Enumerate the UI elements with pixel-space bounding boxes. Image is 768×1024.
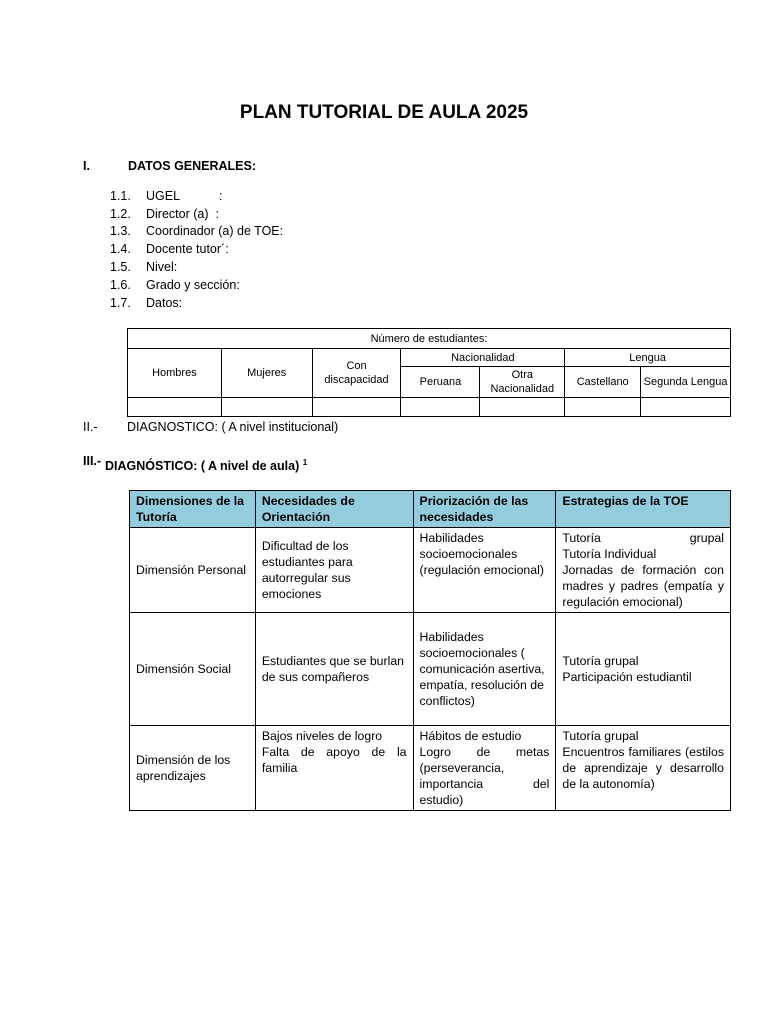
- list-item-label: Director (a): [146, 206, 209, 221]
- list-item-number: 1.7.: [110, 295, 131, 310]
- cell-text: Participación estudiantil: [562, 670, 692, 684]
- table-row: [130, 528, 731, 613]
- dimension-cell: Dimensión de los aprendizajes: [130, 726, 256, 811]
- list-item-number: 1.2.: [110, 206, 131, 221]
- list-item-separator: :: [215, 206, 219, 221]
- header-hombres: Hombres: [128, 349, 222, 398]
- list-item-label: Datos:: [146, 295, 183, 310]
- necesidades-cell: [255, 726, 413, 811]
- necesidades-cell: [255, 528, 413, 613]
- list-item-number: 1.1.: [110, 188, 131, 203]
- column-header-estrategias: Estrategias de la TOE: [556, 491, 731, 528]
- necesidades-cell: [255, 613, 413, 726]
- cell-text: Dificultad de los estudiantes para autorregular sus emociones: [261, 539, 353, 601]
- estrategias-cell: [556, 528, 731, 613]
- cell-text: Tutoría grupal: [562, 531, 724, 545]
- input-cell[interactable]: [128, 398, 222, 417]
- list-item-separator: :: [219, 188, 223, 203]
- input-cell[interactable]: [480, 398, 565, 417]
- cell-text: Tutoría grupal: [562, 729, 639, 743]
- estrategias-cell: [556, 613, 731, 726]
- table-row: [130, 726, 731, 811]
- header-discapacidad: Con discapacidad: [312, 349, 401, 398]
- input-cell[interactable]: [221, 398, 312, 417]
- header-lengua: Lengua: [565, 349, 731, 367]
- header-otra-nacionalidad: Otra Nacionalidad: [480, 367, 565, 398]
- students-table-header: Número de estudiantes:: [128, 329, 731, 349]
- cell-text: Tutoría Individual: [562, 547, 657, 561]
- list-item: [110, 294, 283, 312]
- section3-heading: [105, 458, 307, 473]
- diagnostic-table: [129, 490, 731, 811]
- list-item-label: Nivel:: [146, 260, 178, 275]
- table-row: [130, 613, 731, 726]
- cell-text: Falta de apoyo de la familia: [261, 745, 407, 775]
- cell-text: Estudiantes que se burlan de sus compañeros: [261, 654, 405, 684]
- estrategias-cell: [556, 726, 731, 811]
- cell-text: Encuentros familiares (estilos de aprendizaje y desarrollo de la autonomía): [562, 745, 724, 791]
- list-item: [110, 223, 283, 241]
- header-nacionalidad: Nacionalidad: [401, 349, 565, 367]
- list-item: [110, 240, 283, 258]
- list-item-label: UGEL: [146, 188, 181, 203]
- students-table: [127, 328, 731, 417]
- cell-text: Tutoría grupal: [562, 654, 639, 668]
- priorizacion-cell: [413, 613, 556, 726]
- footnote-marker: 1: [302, 458, 308, 467]
- list-item: [110, 187, 283, 205]
- priorizacion-cell: [413, 528, 556, 613]
- input-cell[interactable]: [641, 398, 731, 417]
- list-item-label: Docente tutor´:: [146, 242, 229, 257]
- header-mujeres: Mujeres: [221, 349, 312, 398]
- section1-number: I.: [83, 159, 90, 173]
- column-header-dimensiones: Dimensiones de la Tutoría: [130, 491, 256, 528]
- list-item-number: 1.4.: [110, 242, 131, 257]
- dimension-cell: Dimensión Personal: [130, 528, 256, 613]
- list-item-label: Coordinador (a) de TOE:: [146, 224, 284, 239]
- section3-number: III.-: [83, 454, 102, 468]
- list-item: [110, 258, 283, 276]
- list-item-label: Grado y sección:: [146, 277, 240, 292]
- page-title: PLAN TUTORIAL DE AULA 2025: [239, 102, 529, 123]
- section2-heading: DIAGNOSTICO: ( A nivel institucional): [127, 420, 339, 434]
- dimension-cell: Dimensión Social: [130, 613, 256, 726]
- column-header-priorizacion: Priorización de las necesidades: [413, 491, 556, 528]
- header-castellano: Castellano: [565, 367, 641, 398]
- cell-text: Habilidades socioemocionales ( comunicación asertiva, empatía, resolución de conflictos): [419, 630, 545, 708]
- cell-text: Hábitos de estudio: [419, 729, 522, 743]
- section2-number: II.-: [83, 420, 98, 434]
- cell-text: Habilidades socioemocionales (regulación emocional): [419, 531, 544, 577]
- general-data-list: [110, 187, 283, 312]
- section1-heading: DATOS GENERALES:: [128, 159, 257, 173]
- header-peruana: Peruana: [401, 367, 480, 398]
- priorizacion-cell: [413, 726, 556, 811]
- cell-text: Bajos niveles de logro: [261, 729, 383, 743]
- input-cell[interactable]: [401, 398, 480, 417]
- input-cell[interactable]: [565, 398, 641, 417]
- list-item-number: 1.6.: [110, 277, 131, 292]
- cell-text: Logro de metas (perseverancia, importancia del estudio): [419, 745, 550, 807]
- section3-heading-text: DIAGNÓSTICO: ( A nivel de aula): [105, 459, 300, 474]
- header-segunda-lengua: Segunda Lengua: [641, 367, 731, 398]
- column-header-necesidades: Necesidades de Orientación: [255, 491, 413, 528]
- input-cell[interactable]: [312, 398, 401, 417]
- cell-text: Jornadas de formación con madres y padres (empatía y regulación emocional): [562, 563, 724, 609]
- list-item-number: 1.3.: [110, 224, 131, 239]
- list-item: [110, 205, 283, 223]
- list-item: [110, 276, 283, 294]
- list-item-number: 1.5.: [110, 260, 131, 275]
